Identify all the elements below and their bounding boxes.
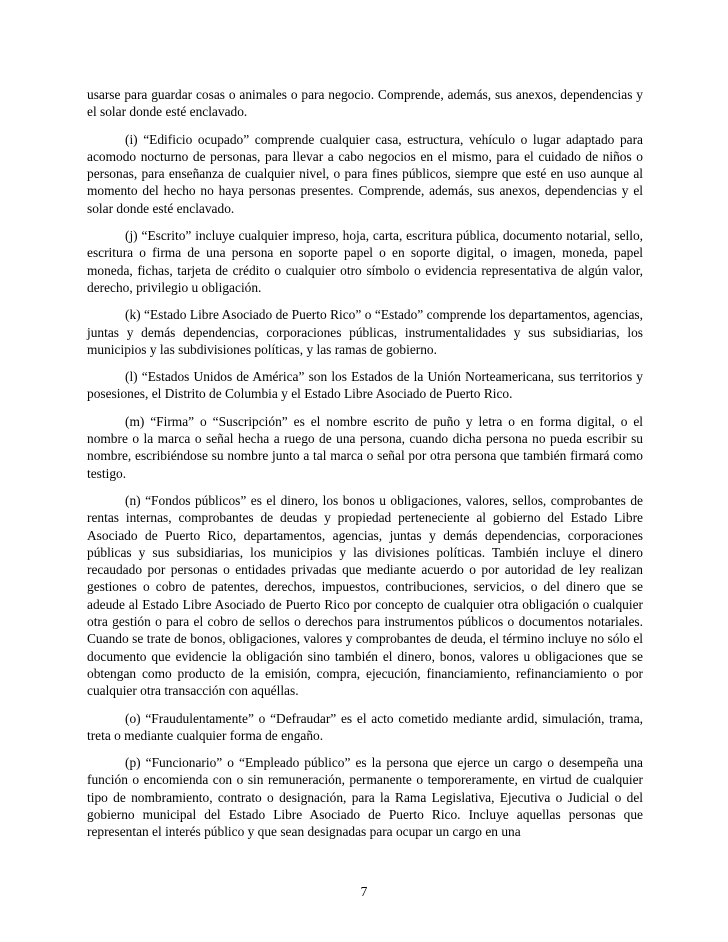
page-number: 7 bbox=[360, 884, 368, 899]
paragraph-j-escrito: (j) “Escrito” incluye cualquier impreso, hoja, carta, escritura pública, documento notarial, sello, escritura o firma de una persona en soporte papel o en soporte digital, o imagen, moneda, papel moneda, fichas, tarjeta de crédito o cualquier otro símbolo o evidencia representativa de algún valor, derecho, privilegio u obligación. bbox=[87, 228, 643, 295]
paragraph-o-fraudulentamente: (o) “Fraudulentamente” o “Defraudar” es el acto cometido mediante ardid, simulación, trama, treta o mediante cualquier forma de engaño. bbox=[87, 710, 643, 743]
paragraph-l-estados-unidos: (l) “Estados Unidos de América” son los Estados de la Unión Norteamericana, sus territorios y posesiones, el Distrito de Columbia y el Estado Libre Asociado de Puerto Rico. bbox=[87, 369, 643, 402]
paragraph-i-edificio-ocupado: (i) “Edificio ocupado” comprende cualquier casa, estructura, vehículo o lugar adaptado para acomodo nocturno de personas, para llevar a cabo negocios en el mismo, para el cuidado de niños o personas, para enseñanza de cualquier nivel, o para fines públicos, siempre que esté en uso aunque al momento del hecho no haya personas presentes. Comprende, además, sus anexos, dependencias y el solar donde esté enclavado. bbox=[87, 131, 643, 216]
paragraph-n-fondos-publicos: (n) “Fondos públicos” es el dinero, los bonos u obligaciones, valores, sellos, comprobantes de rentas internas, comprobantes de deudas y propiedad perteneciente al gobierno del Estado Libre Asociado de Puerto Rico, departamentos, agencias, juntas y demás dependencias, corporaciones públicas y sus subsidiarias, los municipios y las divisiones políticas. También incluye el dinero recaudado por personas o entidades privadas que mediante acuerdo o por autoridad de ley realizan gestiones o cobro de patentes, derechos, impuestos, contribuciones, servicios, o del dinero que se adeude al Estado Libre Asociado de Puerto Rico por concepto de cualquier otra obligación o cualquier otra gestión o para el cobro de sellos o derechos para instrumentos públicos o documentos notariales. Cuando se trate de bonos, obligaciones, valores y comprobantes de deuda, el término incluye no sólo el documento que evidencie la obligación sino también el dinero, bonos, valores u obligaciones que se obtengan como producto de la emisión, compra, ejecución, financiamiento, refinanciamiento o por cualquier otra transacción con aquéllas. bbox=[87, 492, 643, 699]
paragraph-p-funcionario: (p) “Funcionario” o “Empleado público” es la persona que ejerce un cargo o desempeña una función o encomienda con o sin remuneración, permanente o temporeramente, en virtud de cualquier tipo de nombramiento, contrato o designación, para la Rama Legislativa, Ejecutiva o Judicial o del gobierno municipal del Estado Libre Asociado de Puerto Rico. Incluye aquellas personas que representan el interés público y que sean designadas para ocupar un cargo en una bbox=[87, 755, 643, 840]
paragraph-m-firma: (m) “Firma” o “Suscripción” es el nombre escrito de puño y letra o en forma digital, o el nombre o la marca o señal hecha a ruego de una persona, cuando dicha persona no pueda escribir su nombre, escribiéndose su nombre junto a tal marca o señal por otra persona que también firmará como testigo. bbox=[87, 413, 643, 481]
document-body bbox=[87, 86, 643, 851]
paragraph-continuation: usarse para guardar cosas o animales o para negocio. Comprende, además, sus anexos, dependencias y el solar donde esté enclavado. bbox=[87, 87, 643, 120]
paragraph-k-estado-libre-asociado: (k) “Estado Libre Asociado de Puerto Rico” o “Estado” comprende los departamentos, agencias, juntas y demás dependencias, corporaciones públicas, instrumentalidades y sus subsidiarias, los municipios y las subdivisiones políticas, y las ramas de gobierno. bbox=[87, 307, 643, 357]
